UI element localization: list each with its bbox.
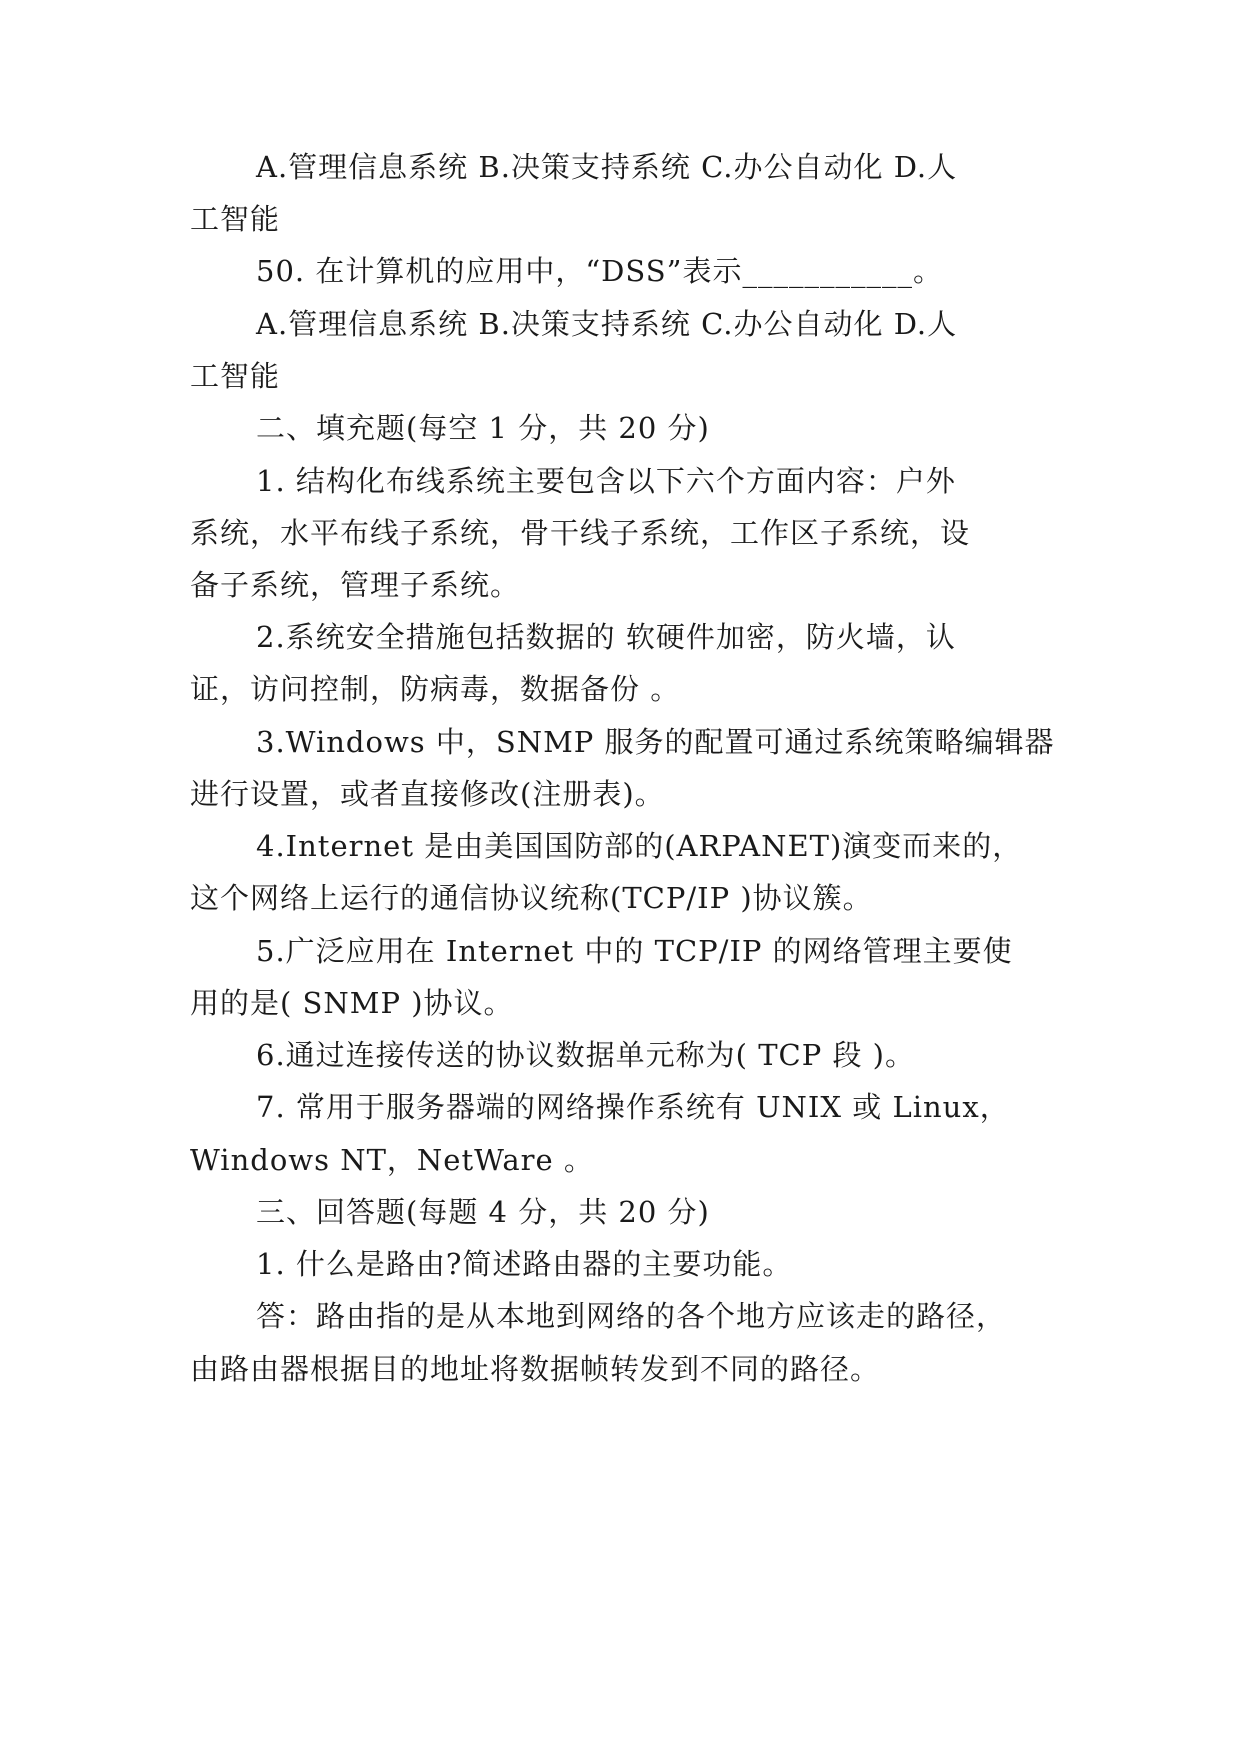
- fill-item-3-cont: 进行设置，或者直接修改(注册表)。: [190, 777, 665, 811]
- section-heading-fill-in: 二、填充题(每空 1 分，共 20 分): [256, 411, 710, 445]
- fill-item-1-cont2: 备子系统，管理子系统。: [190, 568, 521, 602]
- answer-text-1-cont: 由路由器根据目的地址将数据帧转发到不同的路径。: [190, 1352, 881, 1386]
- option-line-q50-cont: 工智能: [190, 359, 281, 393]
- fill-item-4: 4.Internet 是由美国国防部的(ARPANET)演变而来的，: [256, 829, 1023, 863]
- fill-item-7: 7. 常用于服务器端的网络操作系统有 UNIX 或 Linux，: [256, 1090, 1010, 1124]
- fill-item-2: 2.系统安全措施包括数据的 软硬件加密，防火墙，认: [256, 620, 956, 654]
- fill-item-3: 3.Windows 中，SNMP 服务的配置可通过系统策略编辑器: [256, 725, 1055, 759]
- fill-item-6: 6.通过连接传送的协议数据单元称为( TCP 段 )。: [256, 1038, 915, 1072]
- option-line-q50: A.管理信息系统 B.决策支持系统 C.办公自动化 D.人: [256, 307, 958, 341]
- fill-item-7-cont: Windows NT，NetWare 。: [190, 1143, 594, 1177]
- fill-item-2-cont: 证，访问控制，防病毒，数据备份 。: [190, 672, 681, 706]
- answer-question-1: 1. 什么是路由?简述路由器的主要功能。: [256, 1247, 793, 1281]
- fill-item-4-cont: 这个网络上运行的通信协议统称(TCP/IP )协议簇。: [190, 881, 873, 915]
- fill-item-5: 5.广泛应用在 Internet 中的 TCP/IP 的网络管理主要使: [256, 934, 1013, 968]
- question-50: 50. 在计算机的应用中，“DSS”表示___________。: [256, 254, 943, 288]
- fill-item-1-cont: 系统，水平布线子系统，骨干线子系统，工作区子系统，设: [190, 516, 971, 550]
- option-line-q49: A.管理信息系统 B.决策支持系统 C.办公自动化 D.人: [256, 150, 958, 184]
- section-heading-answer: 三、回答题(每题 4 分，共 20 分): [256, 1195, 710, 1229]
- option-line-q49-cont: 工智能: [190, 202, 281, 236]
- fill-item-5-cont: 用的是( SNMP )协议。: [190, 986, 514, 1020]
- answer-text-1: 答：路由指的是从本地到网络的各个地方应该走的路径，: [256, 1299, 1007, 1333]
- fill-item-1: 1. 结构化布线系统主要包含以下六个方面内容：户外: [256, 464, 956, 498]
